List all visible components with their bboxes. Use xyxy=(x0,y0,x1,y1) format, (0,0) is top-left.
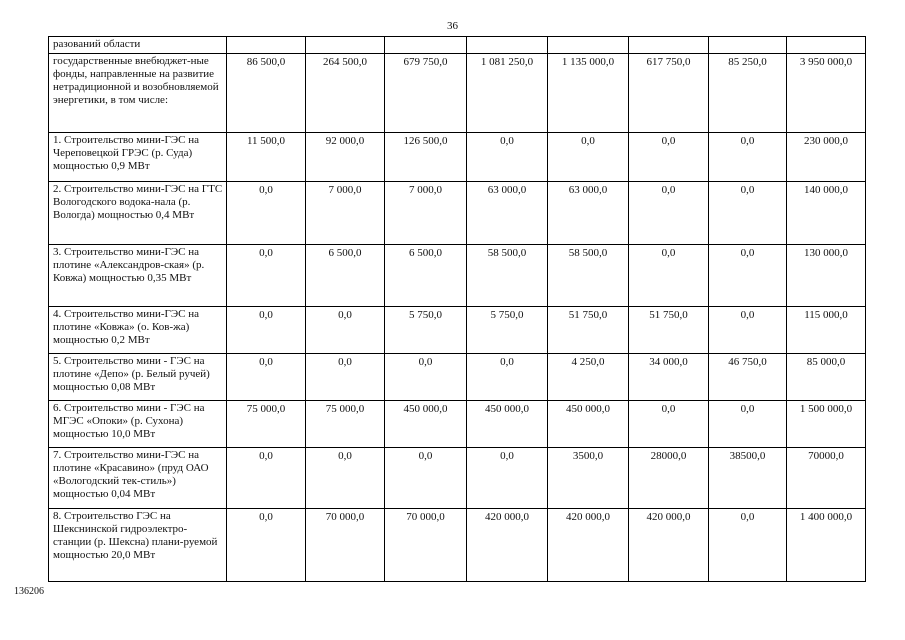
value-cell: 51 750,0 xyxy=(629,307,709,354)
value-cell: 0,0 xyxy=(709,133,787,182)
value-cell: 230 000,0 xyxy=(787,133,866,182)
value-cell: 85 250,0 xyxy=(709,54,787,133)
table-row xyxy=(49,354,866,401)
value-cell: 420 000,0 xyxy=(548,509,629,582)
row-description: государственные внебюджет-ные фонды, направленные на развитие нетрадиционной и возобновляемой энергетики, в том числе: xyxy=(49,54,227,133)
value-cell: 4 250,0 xyxy=(548,354,629,401)
table-row xyxy=(49,37,866,54)
value-cell: 70 000,0 xyxy=(306,509,385,582)
value-cell xyxy=(467,37,548,54)
value-cell: 63 000,0 xyxy=(467,182,548,245)
value-cell: 58 500,0 xyxy=(548,245,629,307)
value-cell: 1 135 000,0 xyxy=(548,54,629,133)
table-row xyxy=(49,54,866,133)
value-cell: 0,0 xyxy=(467,133,548,182)
value-cell: 0,0 xyxy=(306,307,385,354)
value-cell: 450 000,0 xyxy=(385,401,467,448)
value-cell: 679 750,0 xyxy=(385,54,467,133)
value-cell: 0,0 xyxy=(709,509,787,582)
value-cell: 0,0 xyxy=(227,182,306,245)
value-cell: 0,0 xyxy=(227,448,306,509)
row-description: 4. Строительство мини-ГЭС на плотине «Ковжа» (о. Ков-жа) мощностью 0,2 МВт xyxy=(49,307,227,354)
value-cell xyxy=(709,37,787,54)
value-cell: 0,0 xyxy=(629,245,709,307)
value-cell xyxy=(385,37,467,54)
value-cell: 0,0 xyxy=(709,245,787,307)
document-code: 136206 xyxy=(14,586,44,597)
value-cell: 51 750,0 xyxy=(548,307,629,354)
row-description: 2. Строительство мини-ГЭС на ГТС Вологодского водока-нала (р. Вологда) мощностью 0,4 МВт xyxy=(49,182,227,245)
value-cell: 6 500,0 xyxy=(306,245,385,307)
value-cell: 617 750,0 xyxy=(629,54,709,133)
value-cell xyxy=(629,37,709,54)
value-cell: 92 000,0 xyxy=(306,133,385,182)
value-cell: 34 000,0 xyxy=(629,354,709,401)
page-number: 36 xyxy=(447,20,458,32)
value-cell: 450 000,0 xyxy=(467,401,548,448)
value-cell: 450 000,0 xyxy=(548,401,629,448)
value-cell: 58 500,0 xyxy=(467,245,548,307)
value-cell: 420 000,0 xyxy=(629,509,709,582)
table-row xyxy=(49,509,866,582)
value-cell: 7 000,0 xyxy=(306,182,385,245)
value-cell: 0,0 xyxy=(629,401,709,448)
table-row xyxy=(49,401,866,448)
value-cell: 420 000,0 xyxy=(467,509,548,582)
value-cell: 0,0 xyxy=(709,182,787,245)
value-cell: 5 750,0 xyxy=(385,307,467,354)
table-row xyxy=(49,133,866,182)
row-description: 8. Строительство ГЭС на Шекснинской гидроэлектро-станции (р. Шексна) плани-руемой мощностью 20,0 МВт xyxy=(49,509,227,582)
funding-table xyxy=(48,36,866,582)
value-cell: 38500,0 xyxy=(709,448,787,509)
value-cell: 0,0 xyxy=(227,307,306,354)
value-cell: 140 000,0 xyxy=(787,182,866,245)
value-cell: 70 000,0 xyxy=(385,509,467,582)
value-cell: 130 000,0 xyxy=(787,245,866,307)
row-description: разований области xyxy=(49,37,227,54)
value-cell: 264 500,0 xyxy=(306,54,385,133)
value-cell: 0,0 xyxy=(227,509,306,582)
value-cell: 85 000,0 xyxy=(787,354,866,401)
value-cell: 0,0 xyxy=(385,354,467,401)
value-cell xyxy=(787,37,866,54)
table-row xyxy=(49,307,866,354)
value-cell: 86 500,0 xyxy=(227,54,306,133)
row-description: 1. Строительство мини-ГЭС на Череповецкой ГРЭС (р. Суда) мощностью 0,9 МВт xyxy=(49,133,227,182)
value-cell: 6 500,0 xyxy=(385,245,467,307)
value-cell xyxy=(227,37,306,54)
value-cell: 0,0 xyxy=(227,245,306,307)
value-cell xyxy=(306,37,385,54)
value-cell: 63 000,0 xyxy=(548,182,629,245)
row-description: 5. Строительство мини - ГЭС на плотине «Депо» (р. Белый ручей) мощностью 0,08 МВт xyxy=(49,354,227,401)
value-cell: 1 400 000,0 xyxy=(787,509,866,582)
value-cell: 3 950 000,0 xyxy=(787,54,866,133)
table-row xyxy=(49,448,866,509)
value-cell: 7 000,0 xyxy=(385,182,467,245)
value-cell: 0,0 xyxy=(629,133,709,182)
value-cell: 1 500 000,0 xyxy=(787,401,866,448)
value-cell: 70000,0 xyxy=(787,448,866,509)
table-row xyxy=(49,182,866,245)
value-cell: 0,0 xyxy=(629,182,709,245)
value-cell: 0,0 xyxy=(227,354,306,401)
value-cell: 75 000,0 xyxy=(306,401,385,448)
table-row xyxy=(49,245,866,307)
value-cell: 0,0 xyxy=(467,354,548,401)
value-cell: 0,0 xyxy=(467,448,548,509)
value-cell: 0,0 xyxy=(306,448,385,509)
value-cell: 1 081 250,0 xyxy=(467,54,548,133)
value-cell: 28000,0 xyxy=(629,448,709,509)
value-cell: 0,0 xyxy=(548,133,629,182)
row-description: 6. Строительство мини - ГЭС на МГЭС «Опоки» (р. Сухона) мощностью 10,0 МВт xyxy=(49,401,227,448)
row-description: 3. Строительство мини-ГЭС на плотине «Александров-ская» (р. Ковжа) мощностью 0,35 МВт xyxy=(49,245,227,307)
row-description: 7. Строительство мини-ГЭС на плотине «Красавино» (пруд ОАО «Вологодский тек-стиль») мощностью 0,04 МВт xyxy=(49,448,227,509)
value-cell: 0,0 xyxy=(385,448,467,509)
value-cell: 126 500,0 xyxy=(385,133,467,182)
value-cell: 0,0 xyxy=(709,401,787,448)
value-cell: 11 500,0 xyxy=(227,133,306,182)
value-cell: 5 750,0 xyxy=(467,307,548,354)
value-cell: 3500,0 xyxy=(548,448,629,509)
value-cell: 0,0 xyxy=(709,307,787,354)
value-cell: 115 000,0 xyxy=(787,307,866,354)
value-cell: 75 000,0 xyxy=(227,401,306,448)
value-cell xyxy=(548,37,629,54)
value-cell: 0,0 xyxy=(306,354,385,401)
value-cell: 46 750,0 xyxy=(709,354,787,401)
